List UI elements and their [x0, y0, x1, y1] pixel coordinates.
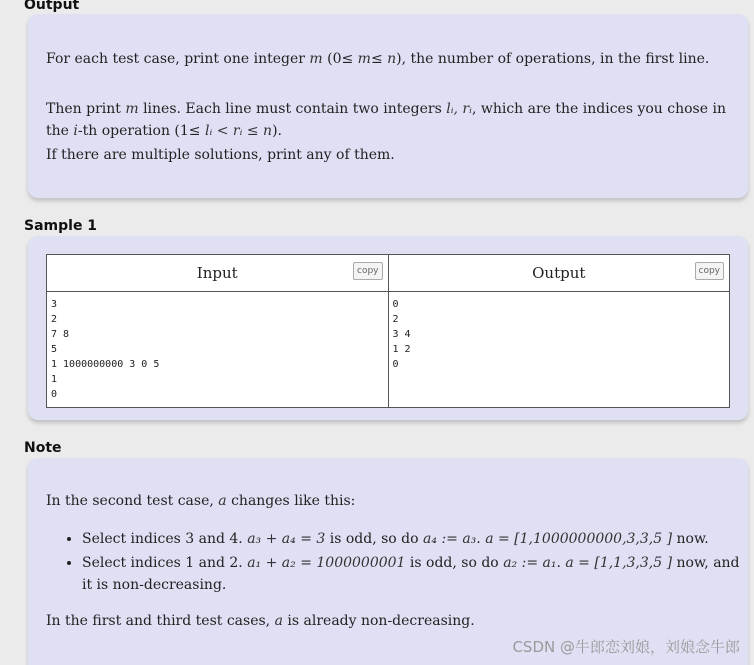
sample-heading: Sample 1 [24, 218, 98, 234]
output-line: 0 [392, 359, 399, 370]
output-card [28, 14, 748, 198]
output-line: 3 4 [392, 329, 411, 340]
input-line: 1 1000000000 3 0 5 [51, 359, 160, 370]
input-line: 1 [51, 374, 58, 385]
output-line: 0 [392, 299, 399, 310]
input-line: 7 8 [51, 329, 70, 340]
input-line: 5 [51, 344, 58, 355]
output-header: Output copy [388, 255, 730, 292]
output-line: 1 2 [392, 344, 411, 355]
output-para-2: Then print m lines. Each line must contain two integers lᵢ, rᵢ, which are the indices you chose in the i-th operation (1≤ lᵢ < rᵢ ≤ n). [46, 101, 726, 139]
output-para-3: If there are multiple solutions, print any of them. [46, 147, 395, 163]
note-bullet-2: • Select indices 1 and 2. a₁ + a₂ = 1000000001 is odd, so do a₂ := a₁. a = [1,1,3,3,5 ] now, and it is non-decreasing. [82, 552, 742, 596]
csdn-watermark: CSDN @牛郎恋刘娘，刘娘念牛郎 [512, 638, 740, 656]
input-line: 3 [51, 299, 58, 310]
note-heading: Note [24, 440, 62, 456]
sample-card [28, 236, 748, 420]
copy-input-button[interactable]: copy [353, 262, 383, 280]
note-bullet-1: • Select indices 3 and 4. a₃ + a₄ = 3 is odd, so do a₄ := a₃. a = [1,1000000000,3,3,5 ] now. [82, 528, 742, 550]
note-intro: In the second test case, a changes like this: [46, 493, 356, 509]
note-list [46, 528, 742, 598]
input-header: Input copy [47, 255, 389, 292]
copy-output-button[interactable]: copy [695, 262, 725, 280]
input-line: 0 [51, 389, 58, 400]
sample-input-cell[interactable] [47, 292, 389, 408]
sample-table [46, 254, 730, 408]
output-line: 2 [392, 314, 399, 325]
output-para-1: For each test case, print one integer m (0≤ m≤ n), the number of operations, in the first line. [46, 51, 710, 67]
note-outro: In the first and third test cases, a is already non-decreasing. [46, 613, 475, 629]
output-heading: Output [24, 0, 80, 13]
sample-output-cell[interactable] [388, 292, 730, 408]
input-line: 2 [51, 314, 58, 325]
note-card [28, 458, 748, 665]
